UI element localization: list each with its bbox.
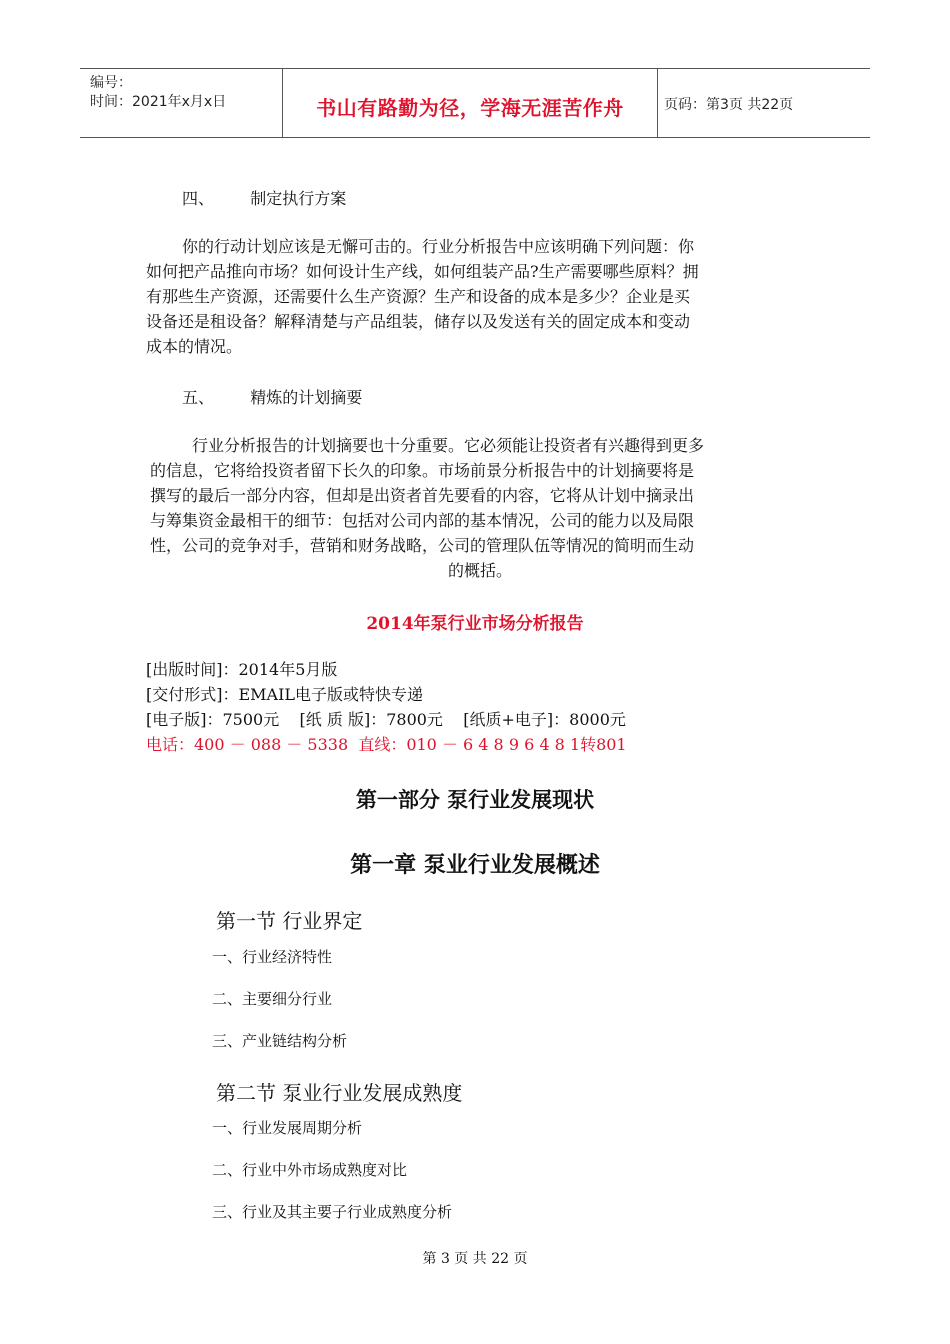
header-time: 时间：2021年x月x日	[90, 94, 227, 110]
section5-title: 精炼的计划摘要	[250, 388, 363, 407]
report-phone: 电话：400 － 088 － 5338 直线：010 － 6 4 8 9 6 4 8 1转801	[146, 735, 627, 754]
header-number: 编号：	[90, 75, 132, 91]
section5-heading	[182, 385, 362, 408]
section-title: 第二节 泵业行业发展成熟度	[216, 1081, 463, 1105]
header-divider	[657, 69, 658, 137]
report-title: 2014年泵行业市场分析报告	[366, 614, 584, 634]
section-item: 二、主要细分行业	[212, 990, 333, 1008]
paragraph-line: 如何把产品推向市场？如何设计生产线，如何组装产品?生产需要哪些原料？拥	[146, 262, 699, 281]
section-item: 三、行业及其主要子行业成熟度分析	[212, 1203, 453, 1221]
paragraph-line: 行业分析报告的计划摘要也十分重要。它必须能让投资者有兴趣得到更多	[192, 436, 705, 455]
section-item: 二、行业中外市场成熟度对比	[212, 1161, 408, 1179]
paragraph-line: 与筹集资金最相干的细节：包括对公司内部的基本情况，公司的能力以及局限	[150, 511, 695, 530]
part-title: 第一部分 泵行业发展现状	[355, 788, 595, 812]
paragraph-line: 成本的情况。	[146, 337, 243, 356]
section4-title: 制定执行方案	[250, 189, 347, 208]
section4-number: 四、	[182, 189, 215, 208]
paragraph-line: 设备还是租设备？解释清楚与产品组装，储存以及发送有关的固定成本和变动	[146, 312, 691, 331]
paragraph-line: 的概括。	[447, 561, 512, 580]
section-item: 一、行业经济特性	[212, 948, 333, 966]
report-delivery: [交付形式]：EMAIL电子版或特快专递	[146, 685, 424, 704]
section4-heading	[182, 186, 346, 209]
header-motto: 书山有路勤为径，学海无涯苦作舟	[316, 96, 624, 120]
paragraph-line: 有那些生产资源，还需要什么生产资源？生产和设备的成本是多少？企业是买	[146, 287, 691, 306]
header-page-info: 页码：第3页 共22页	[664, 97, 794, 113]
section-item: 一、行业发展周期分析	[212, 1119, 363, 1137]
section5-paragraph	[150, 433, 810, 583]
report-prices: [电子版]：7500元 [纸 质 版]：7800元 [纸质+电子]：8000元	[146, 710, 626, 729]
chapter-title: 第一章 泵业行业发展概述	[350, 853, 600, 878]
page-footer: 第 3 页 共 22 页	[422, 1251, 528, 1267]
paragraph-line: 的信息，它将给投资者留下长久的印象。市场前景分析报告中的计划摘要将是	[150, 461, 695, 480]
section-item: 三、产业链结构分析	[212, 1032, 348, 1050]
paragraph-line: 撰写的最后一部分内容，但却是出资者首先要看的内容，它将从计划中摘录出	[150, 486, 695, 505]
report-publish-time: [出版时间]：2014年5月版	[146, 660, 338, 679]
section4-paragraph	[146, 234, 826, 359]
section-title: 第一节 行业界定	[216, 909, 363, 933]
section5-number: 五、	[182, 388, 215, 407]
paragraph-line: 性，公司的竞争对手，营销和财务战略，公司的管理队伍等情况的简明而生动	[150, 536, 695, 555]
paragraph-line: 你的行动计划应该是无懈可击的。行业分析报告中应该明确下列问题：你	[182, 237, 695, 256]
